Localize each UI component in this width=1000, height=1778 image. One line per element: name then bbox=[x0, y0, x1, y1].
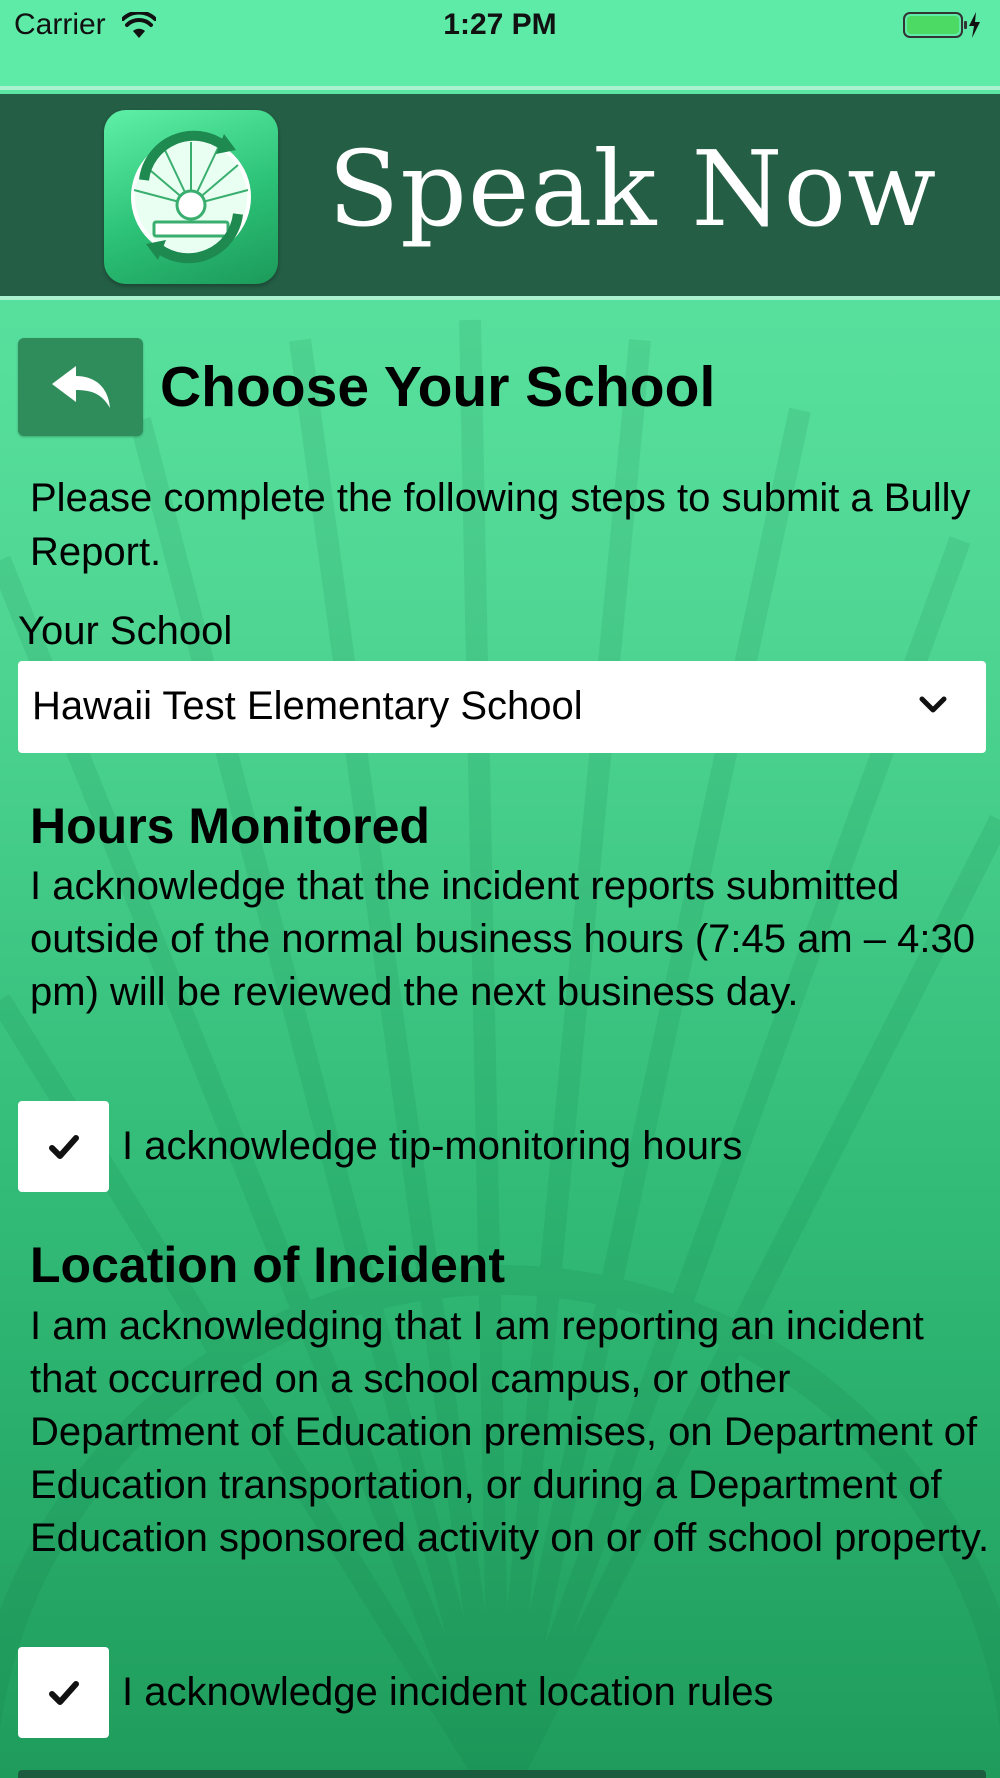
hours-acknowledge-checkbox[interactable] bbox=[18, 1101, 109, 1192]
status-bar bbox=[0, 0, 1000, 90]
location-acknowledge-label[interactable]: I acknowledge incident location rules bbox=[122, 1670, 774, 1714]
battery-charging-icon bbox=[903, 10, 983, 40]
speak-now-logo-icon bbox=[104, 110, 278, 284]
status-time: 1:27 PM bbox=[443, 8, 557, 41]
chevron-down-icon bbox=[918, 693, 948, 717]
hours-acknowledge-label[interactable]: I acknowledge tip-monitoring hours bbox=[122, 1124, 743, 1168]
hours-monitored-heading: Hours Monitored bbox=[30, 798, 430, 854]
back-button[interactable] bbox=[18, 338, 143, 436]
check-icon bbox=[49, 1680, 79, 1706]
check-icon bbox=[49, 1134, 79, 1160]
app-header-banner bbox=[0, 94, 1000, 300]
app-title: Speak Now bbox=[328, 128, 938, 250]
location-acknowledge-checkbox[interactable] bbox=[18, 1647, 109, 1738]
next-button[interactable] bbox=[18, 1770, 986, 1778]
school-select-value: Hawaii Test Elementary School bbox=[32, 684, 583, 728]
page-title: Choose Your School bbox=[160, 355, 716, 419]
location-of-incident-heading: Location of Incident bbox=[30, 1237, 505, 1293]
carrier-label: Carrier bbox=[14, 8, 106, 41]
school-select[interactable] bbox=[18, 661, 986, 753]
back-arrow-icon bbox=[50, 364, 112, 410]
intro-text: Please complete the following steps to submit a Bully Report. bbox=[30, 476, 971, 574]
school-field-label: Your School bbox=[18, 609, 233, 653]
hours-monitored-text: I acknowledge that the incident reports submitted outside of the normal business hours (7:45 am – 4:30 pm) will be reviewed the next business day. bbox=[30, 864, 975, 1014]
location-of-incident-text: I am acknowledging that I am reporting an incident that occurred on a school campus, or other Department of Education premises, on Department of Education transportation, or during a Department of Education sponsored activity on or off school property. bbox=[30, 1304, 990, 1560]
